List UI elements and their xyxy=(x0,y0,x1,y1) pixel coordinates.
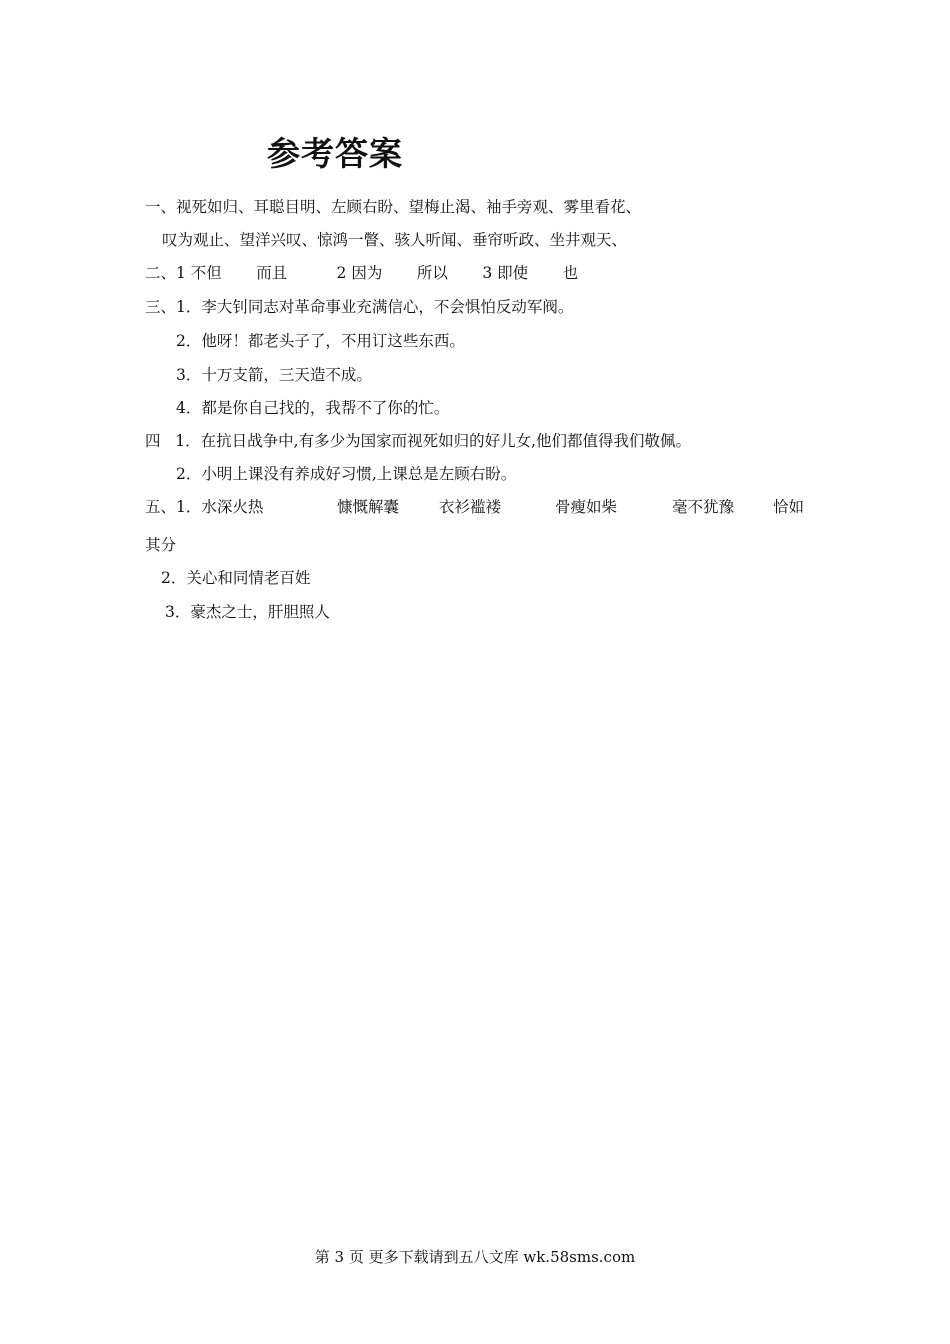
answer-section-3-item-1: 三、1．李大钊同志对革命事业充满信心，不会惧怕反动军阀。 xyxy=(145,298,574,316)
answer-section-3-item-3: 3．十万支箭，三天造不成。 xyxy=(176,366,372,384)
answer-section-5-item-1-word-6: 恰如 xyxy=(773,498,805,516)
answer-section-1-line-1: 一、视死如归、耳聪目明、左顾右盼、望梅止渴、袖手旁观、雾里看花、 xyxy=(145,198,642,216)
answer-section-3-item-2: 2．他呀！都老头子了，不用订这些东西。 xyxy=(176,332,465,350)
answer-section-5-item-1-word-4: 骨瘦如柴 xyxy=(555,498,618,516)
answer-section-4-item-1: 四 1．在抗日战争中,有多少为国家而视死如归的好儿女,他们都值得我们敬佩。 xyxy=(145,432,691,450)
answer-section-1-line-2: 叹为观止、望洋兴叹、惊鸿一瞥、骇人听闻、垂帘听政、坐井观天、 xyxy=(162,231,628,249)
answer-section-3-item-4: 4．都是你自己找的，我帮不了你的忙。 xyxy=(176,399,450,417)
answer-section-5-item-3: 3．豪杰之士，肝胆照人 xyxy=(165,603,330,621)
answer-section-5-item-1-continuation: 其分 xyxy=(145,536,177,554)
page-footer: 第 3 页 更多下载请到五八文库 wk.58sms.com xyxy=(314,1248,636,1266)
answer-section-5-item-1-word-5: 毫不犹豫 xyxy=(672,498,735,516)
answer-section-5-item-2: 2．关心和同情老百姓 xyxy=(161,569,311,587)
answer-section-5-item-1-word-3: 衣衫褴褛 xyxy=(439,498,502,516)
answer-section-4-item-2: 2．小明上课没有养成好习惯,上课总是左顾右盼。 xyxy=(176,465,517,483)
page-title: 参考答案 xyxy=(267,134,403,173)
answer-section-5-item-1-word-1: 五、1．水深火热 xyxy=(145,498,264,516)
answer-section-5-item-1-word-2: 慷慨解囊 xyxy=(337,498,400,516)
answer-section-2: 二、1 不但 而且 2 因为 所以 3 即使 也 xyxy=(145,264,579,282)
